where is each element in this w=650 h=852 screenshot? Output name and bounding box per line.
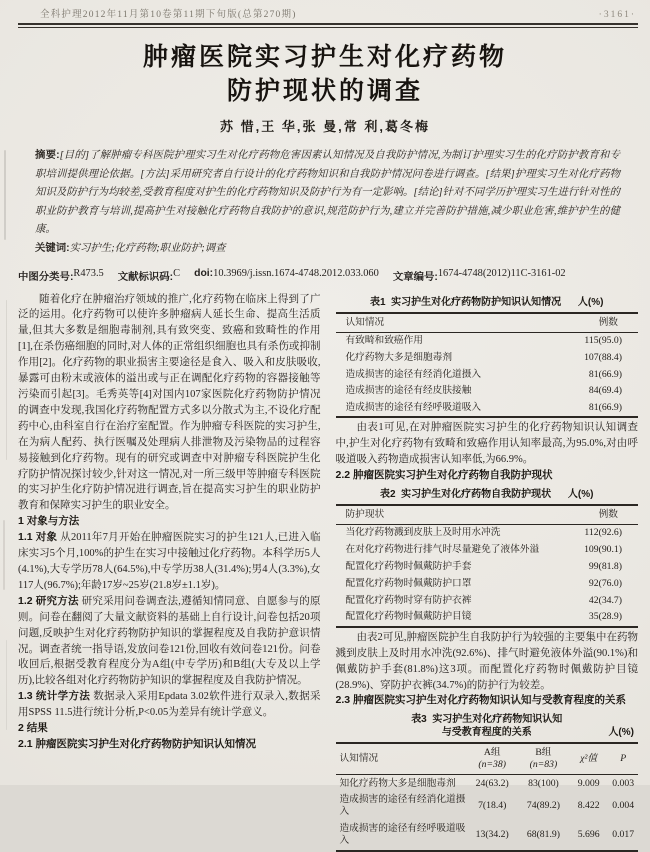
t2-r2-value: 109(90.1) bbox=[584, 544, 622, 556]
t3-r1-chi: 9.009 bbox=[577, 777, 600, 789]
t2-r2-label: 在对化疗药物进行排气时尽量避免了液体外溢 bbox=[345, 544, 540, 556]
table1-tag: 表1 bbox=[370, 296, 386, 308]
t1-r1-value: 115(95.0) bbox=[584, 334, 622, 346]
table-row bbox=[336, 559, 639, 576]
section-1-3-text: 数据录入采用Epdata 3.02软件进行双录入,数据采用SPSS 11.5进行统计分析,P<0.05为差异有统计学意义。 bbox=[18, 691, 321, 719]
table-row bbox=[336, 792, 639, 821]
table3-caption bbox=[336, 713, 639, 739]
doi-label: doi: bbox=[194, 267, 214, 279]
table2-col2-header: 例数 bbox=[598, 509, 618, 521]
section-1-2-label: 1.2 研究方法 bbox=[18, 594, 79, 607]
intro-paragraph: 随着化疗在肿瘤治疗领域的推广,化疗药物在临床上得到了广泛的运用。化疗药物可以使许多肿瘤病人延长生命、提高生活质量,但其大多数是细胞毒制剂,具有致突变、致癌和致畸性的作用[1],在杀伤癌细胞的同时,对人体的正常组织细胞也具有杀伤或抑制作用[2]。化疗药物的职业损害主要途径是食入、吸入和皮肤吸收,暴露可由粉末或液体的溢出或与正在调配化疗药物的容器接触等污染而引起[3]。毛秀英等[4]对国内107家医院化疗药物防护情况的调查中发现,我国化疗药物配置方式多以分散式为主,不设化疗配药中心,由科室自行在治疗室配置。作为肿瘤专科医院的实习护生,在为病人配药、执行医嘱及处理病人排泄物及污染物品的过程容易接触到化疗药物。现有的研究或调查中对肿瘤专科医院护生化疗防护情况探讨较少,针对这一情况,对一所三级甲等肿瘤专科医院的实习护生化疗防护情况进行调查,旨在提高实习护生的职业防护教育和保障实习护生的职业安全。 bbox=[18, 293, 321, 512]
group-a-name: A组 bbox=[483, 747, 501, 759]
article-title-line1: 肿瘤医院实习护生对化疗药物 bbox=[142, 43, 507, 71]
t1-r2-label: 化疗药物大多是细胞毒剂 bbox=[345, 351, 453, 363]
table3-col-label-header: 认知情况 bbox=[339, 753, 379, 765]
table3-title-line2: 与受教育程度的关系 bbox=[441, 727, 532, 739]
t3-r1-label: 知化疗药物大多是细胞毒剂 bbox=[339, 777, 456, 789]
table1-caption bbox=[336, 296, 639, 309]
t3-r1-p: 0.003 bbox=[612, 777, 635, 789]
group-b-n: (n=83) bbox=[529, 759, 558, 771]
t3-r3-b: 68(81.9) bbox=[526, 829, 560, 841]
table-row bbox=[336, 366, 639, 383]
table1-header-row bbox=[336, 313, 639, 333]
t2-r6-label: 配置化疗药物时佩戴防护目镜 bbox=[345, 611, 472, 623]
t1-r2-value: 107(88.4) bbox=[584, 351, 622, 363]
table3-header-row bbox=[336, 743, 639, 775]
table1-unit: 人(%) bbox=[577, 296, 604, 308]
section-heading-methods: 1 对象与方法 bbox=[18, 515, 80, 528]
doi-value: 10.3969/j.issn.1674-4748.2012.033.060 bbox=[213, 267, 379, 279]
table-row bbox=[336, 383, 639, 400]
table1-col1-header: 认知情况 bbox=[345, 316, 385, 328]
table-row bbox=[336, 609, 639, 627]
table2-col1-header: 防护现状 bbox=[345, 509, 385, 521]
table2-unit: 人(%) bbox=[567, 489, 594, 501]
section-1-2-text: 研究采用问卷调查法,遵循知情同意、自愿参与的原则。问卷在翻阅了大量文献资料的基础上自行设计,问卷包括20项问题,反映护生对化疗药物防护知识的掌握程度及自我防护意识情况。调查者统一指导语,发放问卷121份,回收有效问卷121份。问卷收回后,根据受教育程度分为A组(中专学历)和B组(大专及以上学历),比较各组对化疗药物防护知识的掌握程度及自我防护情况。 bbox=[18, 595, 321, 687]
t1-r4-value: 84(69.4) bbox=[588, 385, 622, 397]
doc-code-value: C bbox=[173, 267, 181, 279]
table2-discussion: 由表2可见,肿瘤医院护生自我防护行为较强的主要集中在药物溅到皮肤上及时用水冲洗(92.6%)、排气时避免液体外溢(90.1%)和佩戴防护手套(81.8%)这3项。而配置化疗药物时佩戴防护目镜(28.9%)、穿防护衣裤(34.7%)的防护行为较差。 bbox=[335, 631, 638, 691]
section-1-1-label: 1.1 对象 bbox=[18, 531, 58, 544]
page-number: ·3161· bbox=[598, 10, 636, 20]
scan-artifact bbox=[4, 150, 6, 240]
section-1-2 bbox=[18, 594, 321, 689]
running-head bbox=[0, 0, 650, 20]
authors: 苏 惜,王 华,张 曼,常 利,葛冬梅 bbox=[220, 119, 430, 134]
t2-r1-value: 112(92.6) bbox=[584, 527, 622, 539]
t3-r1-a: 24(63.2) bbox=[475, 777, 509, 789]
header-rule bbox=[18, 23, 638, 28]
table3-chi-header: χ²值 bbox=[580, 753, 598, 765]
article-number-label: 文章编号: bbox=[392, 271, 438, 283]
table-row bbox=[336, 400, 639, 418]
column-right bbox=[335, 292, 639, 847]
t3-r2-chi: 8.422 bbox=[577, 800, 600, 812]
table-row bbox=[336, 575, 639, 592]
t3-r3-p: 0.017 bbox=[612, 829, 635, 841]
section-heading-2-3: 2.3 肿瘤医院实习护生对化疗药物知识认知与受教育程度的关系 bbox=[335, 694, 627, 707]
table1-title: 实习护生对化疗药物防护知识认知情况 bbox=[391, 296, 562, 308]
two-column-body bbox=[18, 292, 638, 847]
table1-discussion: 由表1可见,在对肿瘤医院实习护生的化疗药物知识认知调查中,护生对化疗药物有致畸和致癌作用认知率最高,为95.0%,对由呼吸道吸入药物造成损害认知率低,为66.9%。 bbox=[335, 422, 638, 466]
table2-header-row bbox=[336, 505, 639, 525]
t3-r3-chi: 5.696 bbox=[577, 829, 600, 841]
scan-artifact bbox=[6, 300, 7, 460]
group-a-n: (n=38) bbox=[478, 759, 506, 771]
table-row bbox=[336, 821, 639, 851]
table3-unit: 人(%) bbox=[608, 727, 634, 739]
t1-r5-label: 造成损害的途径有经呼吸道吸入 bbox=[345, 402, 482, 414]
t2-r3-value: 99(81.8) bbox=[588, 561, 622, 573]
t3-r2-b: 74(89.2) bbox=[526, 800, 560, 812]
meta-line bbox=[18, 268, 636, 283]
t1-r5-value: 81(66.9) bbox=[588, 402, 622, 414]
table2 bbox=[336, 504, 639, 628]
table3-p-header: P bbox=[620, 753, 627, 765]
table2-tag: 表2 bbox=[380, 489, 396, 501]
section-1-3 bbox=[18, 689, 321, 721]
abstract-text: [目的]了解肿瘤专科医院护理实习生对化疗药物危害因素认知情况及自我防护情况,为制订护理实习生的化疗防护教育和专职培训提供理论依据。[方法]采用研究者自行设计的化疗药物知识和自我防护情况问卷进行调查。[结果]护理实习生对化疗药物知识及防护行为均较差,受教育程度对护生的化疗药物知识及防护行为有一定影响。[结论]针对不同学历护理实习生进行针对性的职业防护教育与培训,提高护生对接触化疗药物自我防护的意识,规范防护行为,建立并完善防护措施,减少职业危害,维护护生的健康。 bbox=[35, 150, 620, 236]
section-1-3-label: 1.3 统计学方法 bbox=[18, 690, 91, 703]
t3-r2-label: 造成损害的途径有经消化道摄入 bbox=[339, 794, 466, 818]
article-title-line2: 防护现状的调查 bbox=[226, 77, 423, 105]
table3-title-line1: 实习护生对化疗药物知识认知 bbox=[432, 714, 563, 726]
journal-info: 全科护理2012年11月第10卷第11期下旬版(总第270期) bbox=[40, 10, 297, 20]
article-number-value: 1674-4748(2012)11C-3161-02 bbox=[437, 267, 566, 279]
table1-col2-header: 例数 bbox=[598, 316, 618, 328]
group-b-name: B组 bbox=[535, 747, 552, 759]
t2-r5-value: 42(34.7) bbox=[588, 594, 622, 606]
t3-r3-label: 造成损害的途径有经呼吸道吸入 bbox=[339, 823, 466, 847]
t1-r3-value: 81(66.9) bbox=[588, 368, 622, 380]
t3-r1-b: 83(100) bbox=[528, 777, 559, 789]
t2-r4-value: 92(76.0) bbox=[588, 577, 622, 589]
keywords bbox=[35, 240, 620, 259]
section-1-1-text: 从2011年7月开始在肿瘤医院实习的护生121人,已进入临床实习5个月,100%的护生在实习中接触过化疗药物。本科学历5人(4.1%),大专学历78人(64.5%),中专学历38人(31.4%);男4人(3.3%),女117人(96.7%);年龄17岁~25岁(21.8岁±1.1岁)。 bbox=[18, 532, 321, 591]
table-row bbox=[336, 525, 639, 542]
table3-group-a-header bbox=[467, 743, 518, 775]
t2-r5-label: 配置化疗药物时穿有防护衣裤 bbox=[345, 594, 472, 606]
section-heading-2-2: 2.2 肿瘤医院实习护生对化疗药物自我防护现状 bbox=[335, 469, 553, 482]
section-heading-results: 2 结果 bbox=[18, 722, 48, 735]
keywords-label: 关键词: bbox=[35, 242, 70, 254]
clc-value: R473.5 bbox=[73, 267, 104, 279]
t3-r3-a: 13(34.2) bbox=[475, 829, 509, 841]
doc-code-label: 文献标识码: bbox=[117, 271, 174, 283]
scan-artifact bbox=[3, 520, 5, 590]
table-row bbox=[336, 332, 639, 349]
t1-r4-label: 造成损害的途径有经皮肤接触 bbox=[345, 385, 472, 397]
t1-r3-label: 造成损害的途径有经消化道摄入 bbox=[345, 368, 482, 380]
t3-r2-a: 7(18.4) bbox=[478, 800, 507, 812]
t1-r1-label: 有致畸和致癌作用 bbox=[345, 334, 423, 346]
t2-r1-label: 当化疗药物溅到皮肤上及时用水冲洗 bbox=[345, 527, 501, 539]
table-row bbox=[336, 349, 639, 366]
section-heading-2-1: 2.1 肿瘤医院实习护生对化疗药物防护知识认知情况 bbox=[18, 737, 257, 750]
table1 bbox=[336, 312, 639, 419]
abstract bbox=[35, 147, 620, 259]
table2-caption bbox=[336, 488, 639, 501]
table-row bbox=[336, 775, 639, 792]
keywords-text: 实习护生;化疗药物;职业防护;调查 bbox=[69, 242, 226, 254]
abstract-paragraph bbox=[35, 147, 620, 240]
scan-artifact bbox=[6, 640, 7, 730]
column-left bbox=[18, 292, 321, 815]
abstract-label: 摘要: bbox=[35, 150, 60, 161]
table2-title: 实习护生对化疗药物自我防护现状 bbox=[401, 489, 552, 501]
article-title bbox=[0, 40, 650, 108]
t3-r2-p: 0.004 bbox=[612, 800, 635, 812]
t2-r3-label: 配置化疗药物时佩戴防护手套 bbox=[345, 561, 472, 573]
clc-label: 中图分类号: bbox=[18, 271, 74, 283]
table3-group-b-header bbox=[518, 743, 569, 775]
t2-r6-value: 35(28.9) bbox=[588, 611, 622, 623]
table-row bbox=[336, 592, 639, 609]
table3-tag: 表3 bbox=[411, 714, 427, 726]
t2-r4-label: 配置化疗药物时佩戴防护口罩 bbox=[345, 577, 472, 589]
table-row bbox=[336, 542, 639, 559]
table3 bbox=[336, 742, 639, 851]
section-1-1 bbox=[18, 530, 321, 594]
